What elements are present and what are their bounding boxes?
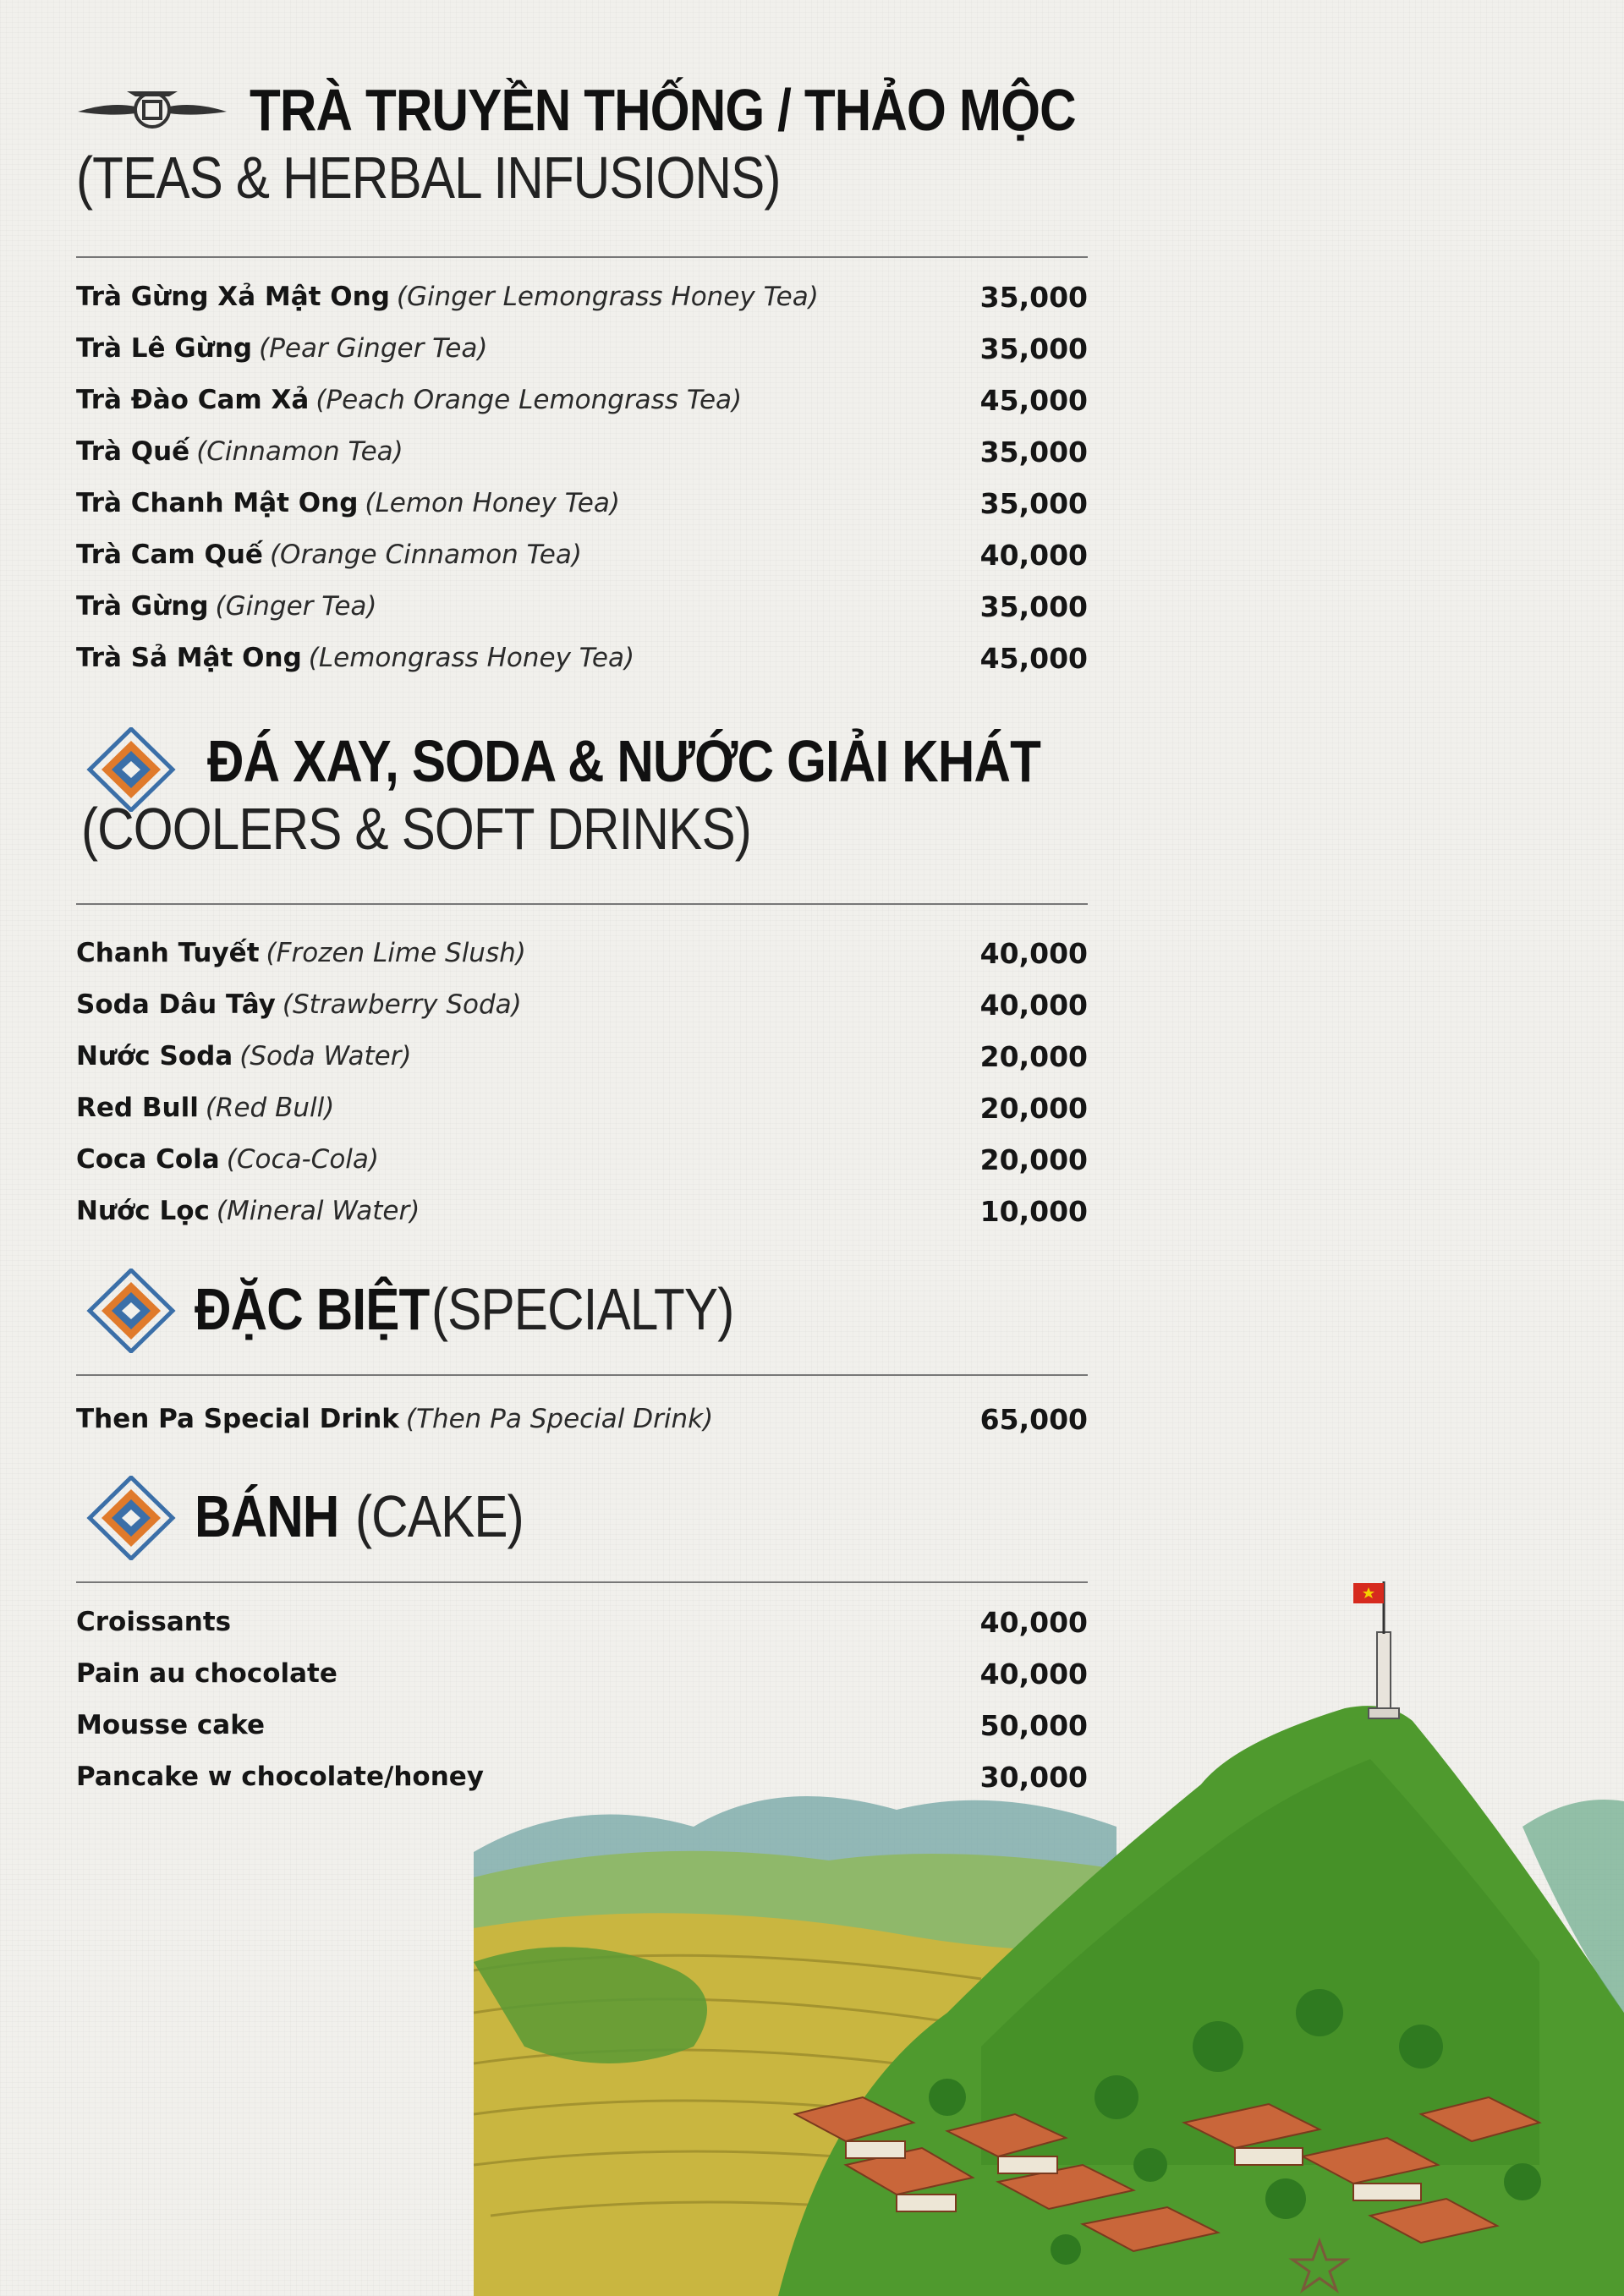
item-name-en: (Cinnamon Tea) [196, 436, 403, 467]
item-name-en: (Pear Ginger Tea) [259, 333, 488, 364]
menu-item-name [76, 1093, 334, 1123]
item-price: 40,000 [979, 538, 1088, 572]
item-name-en: (Strawberry Soda) [282, 989, 522, 1020]
menu-item-row [76, 984, 1088, 1026]
item-name-en: (Soda Water) [239, 1041, 412, 1071]
item-name-en: (Ginger Lemongrass Honey Tea) [396, 282, 819, 312]
item-name-en: (Ginger Tea) [215, 591, 377, 622]
item-name-en: (Red Bull) [205, 1093, 335, 1123]
specialty-divider [76, 1374, 1088, 1376]
item-price: 35,000 [979, 280, 1088, 314]
menu-item-name [76, 1710, 265, 1740]
item-price: 50,000 [979, 1708, 1088, 1742]
item-name-en: (Lemongrass Honey Tea) [308, 643, 635, 673]
item-name-vn: Mousse cake [76, 1710, 266, 1740]
item-name-vn: Trà Cam Quế [76, 540, 263, 570]
item-price: 20,000 [979, 1039, 1088, 1073]
teas-section [76, 76, 1091, 675]
menu-item-row [76, 1190, 1088, 1232]
item-price: 40,000 [979, 988, 1088, 1022]
teas-title-en: (TEAS & HERBAL INFUSIONS) [76, 145, 781, 211]
item-name-vn: Coca Cola [76, 1144, 220, 1175]
menu-item-row [76, 585, 1088, 627]
item-name-vn: Trà Sả Mật Ong [76, 643, 302, 673]
menu-item-name [76, 643, 634, 673]
menu-item-name [76, 1196, 420, 1226]
menu-item-name [76, 1658, 337, 1689]
item-name-vn: Nước Soda [76, 1041, 233, 1071]
coolers-heading [76, 727, 1091, 795]
item-name-vn: Pancake w chocolate/honey [76, 1762, 484, 1792]
teas-heading [76, 76, 1091, 144]
menu-item-row [76, 534, 1088, 576]
item-name-vn: Trà Đào Cam Xả [76, 385, 310, 415]
menu-item-name [76, 488, 620, 518]
item-name-vn: Trà Quế [76, 436, 190, 467]
item-price: 30,000 [979, 1760, 1088, 1794]
menu-item-row [76, 932, 1088, 974]
teas-subtitle-row [76, 144, 1091, 211]
item-name-en: (Lemon Honey Tea) [365, 488, 620, 518]
menu-item-name [76, 989, 522, 1020]
item-price: 40,000 [979, 1605, 1088, 1639]
coolers-title-en: (COOLERS & SOFT DRINKS) [81, 796, 751, 862]
item-name-en: (Frozen Lime Slush) [266, 938, 526, 968]
menu-item-name [76, 333, 487, 364]
item-price: 35,000 [979, 332, 1088, 365]
item-name-vn: Pain au chocolate [76, 1658, 337, 1689]
menu-item-name [76, 540, 582, 570]
menu-item-name [76, 1762, 484, 1792]
menu-item-row [76, 276, 1088, 318]
item-name-vn: Trà Gừng [76, 591, 209, 622]
menu-item-name [76, 385, 742, 415]
item-name-en: (Orange Cinnamon Tea) [269, 540, 582, 570]
coolers-subtitle-row [76, 795, 1091, 871]
item-price: 35,000 [979, 589, 1088, 623]
cake-section [76, 1476, 1091, 1794]
teas-title-vn: TRÀ TRUYỀN THỐNG / THẢO MỘC [250, 77, 1076, 143]
item-name-vn: Soda Dâu Tây [76, 989, 276, 1020]
menu-item-row [76, 1398, 1088, 1440]
menu-item-row [76, 430, 1088, 473]
cake-title-en: (CAKE) [355, 1483, 524, 1549]
item-price: 45,000 [979, 383, 1088, 417]
item-name-en: (Then Pa Special Drink) [405, 1404, 714, 1434]
item-price: 40,000 [979, 1657, 1088, 1690]
menu-item-name [76, 1404, 713, 1434]
item-price: 10,000 [979, 1194, 1088, 1228]
menu-item-row [76, 1035, 1088, 1077]
item-name-en: (Mineral Water) [216, 1196, 420, 1226]
menu-item-row [76, 379, 1088, 421]
item-price: 35,000 [979, 435, 1088, 469]
item-name-vn: Chanh Tuyết [76, 938, 260, 968]
item-price: 40,000 [979, 936, 1088, 970]
coolers-section [76, 727, 1091, 1228]
item-name-vn: Nước Lọc [76, 1196, 210, 1226]
item-name-vn: Croissants [76, 1607, 232, 1637]
coolers-divider [76, 903, 1088, 905]
coolers-title-vn: ĐÁ XAY, SODA & NƯỚC GIẢI KHÁT [207, 728, 1041, 794]
menu-item-row [76, 327, 1088, 370]
item-price: 45,000 [979, 641, 1088, 675]
menu-item-row [76, 1087, 1088, 1129]
menu-item-name [76, 282, 819, 312]
teas-divider [76, 256, 1088, 258]
item-price: 20,000 [979, 1143, 1088, 1176]
item-name-vn: Then Pa Special Drink [76, 1404, 399, 1434]
cake-heading [76, 1476, 1091, 1560]
item-price: 65,000 [979, 1402, 1088, 1436]
item-name-en: (Coca-Cola) [226, 1144, 379, 1175]
menu-item-name [76, 591, 377, 622]
item-price: 35,000 [979, 486, 1088, 520]
specialty-heading [76, 1269, 1091, 1353]
menu-item-name [76, 436, 403, 467]
item-name-vn: Trà Lê Gừng [76, 333, 253, 364]
menu-item-row [76, 1138, 1088, 1181]
emblem-icon [76, 85, 228, 135]
item-name-vn: Trà Gừng Xả Mật Ong [76, 282, 390, 312]
menu-item-name [76, 938, 526, 968]
specialty-title-vn: ĐẶC BIỆT [195, 1276, 430, 1342]
menu-item-row [76, 482, 1088, 524]
item-name-vn: Trà Chanh Mật Ong [76, 488, 359, 518]
item-name-vn: Red Bull [76, 1093, 199, 1123]
item-name-en: (Peach Orange Lemongrass Tea) [315, 385, 743, 415]
menu-item-name [76, 1144, 379, 1175]
mountain-village-illustration [474, 1573, 1624, 2296]
specialty-section [76, 1269, 1091, 1436]
item-price: 20,000 [979, 1091, 1088, 1125]
menu-item-name [76, 1607, 231, 1637]
specialty-title-en: (SPECIALTY) [431, 1276, 734, 1342]
menu-item-name [76, 1041, 412, 1071]
menu-item-row [76, 637, 1088, 679]
cake-title-vn: BÁNH [195, 1483, 339, 1549]
